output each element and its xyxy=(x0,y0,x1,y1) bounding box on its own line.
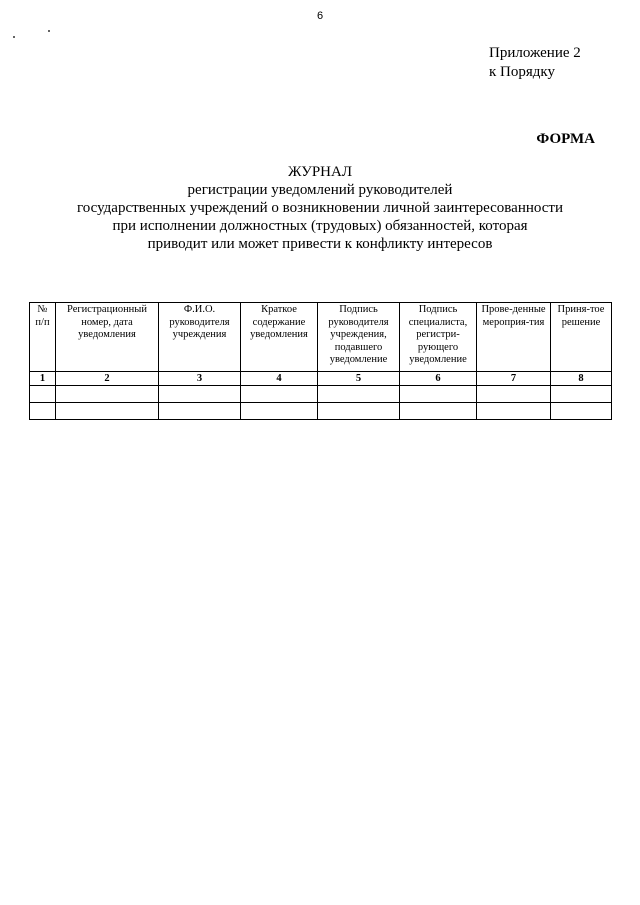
table-cell xyxy=(56,403,159,420)
form-label: ФОРМА xyxy=(536,131,595,147)
table-cell xyxy=(318,386,400,403)
table-cell xyxy=(551,386,612,403)
title-line: приводит или может привести к конфликту интересов xyxy=(147,236,493,252)
appendix-line-2: к Порядку xyxy=(489,64,555,80)
table-cell xyxy=(400,403,477,420)
column-header-summary: Краткое содержание уведомления xyxy=(241,303,318,372)
table-cell xyxy=(477,403,551,420)
column-number: 6 xyxy=(400,372,477,386)
appendix-line-1: Приложение 2 xyxy=(489,45,581,61)
column-number: 1 xyxy=(30,372,56,386)
table-row xyxy=(30,386,612,403)
document-title xyxy=(0,163,640,253)
appendix-reference xyxy=(489,44,581,82)
table-cell xyxy=(477,386,551,403)
table-cell xyxy=(30,386,56,403)
title-line: при исполнении должностных (трудовых) обязанностей, которая xyxy=(112,218,528,234)
column-number: 7 xyxy=(477,372,551,386)
column-number: 2 xyxy=(56,372,159,386)
column-header-number: № п/п xyxy=(30,303,56,372)
page-number: 6 xyxy=(316,10,324,22)
table-cell xyxy=(551,403,612,420)
table-cell xyxy=(241,403,318,420)
journal-table xyxy=(29,302,612,420)
scan-speck xyxy=(13,36,15,38)
journal-heading: ЖУРНАЛ xyxy=(287,164,353,180)
column-number: 5 xyxy=(318,372,400,386)
table-cell xyxy=(56,386,159,403)
table-cell xyxy=(241,386,318,403)
title-line: регистрации уведомлений руководителей xyxy=(187,182,453,198)
column-number-row xyxy=(30,372,612,386)
column-header-registration: Регистрационный номер, дата уведомления xyxy=(56,303,159,372)
table-cell xyxy=(318,403,400,420)
table-cell xyxy=(30,403,56,420)
title-line: государственных учреждений о возникновении личной заинтересованности xyxy=(76,200,563,216)
scan-speck xyxy=(48,30,50,32)
table-row xyxy=(30,403,612,420)
table-cell xyxy=(400,386,477,403)
header-row xyxy=(30,303,612,372)
table-cell xyxy=(159,386,241,403)
table-cell xyxy=(159,403,241,420)
column-header-fullname: Ф.И.О. руководителя учреждения xyxy=(159,303,241,372)
column-number: 8 xyxy=(551,372,612,386)
column-number: 3 xyxy=(159,372,241,386)
column-header-measures: Прове-денные мероприя-тия xyxy=(477,303,551,372)
column-header-decision: Приня-тое решение xyxy=(551,303,612,372)
column-header-specialist-signature: Подпись специалиста, регистри-рующего уведомление xyxy=(400,303,477,372)
column-number: 4 xyxy=(241,372,318,386)
column-header-head-signature: Подпись руководителя учреждения, подавшего уведомление xyxy=(318,303,400,372)
